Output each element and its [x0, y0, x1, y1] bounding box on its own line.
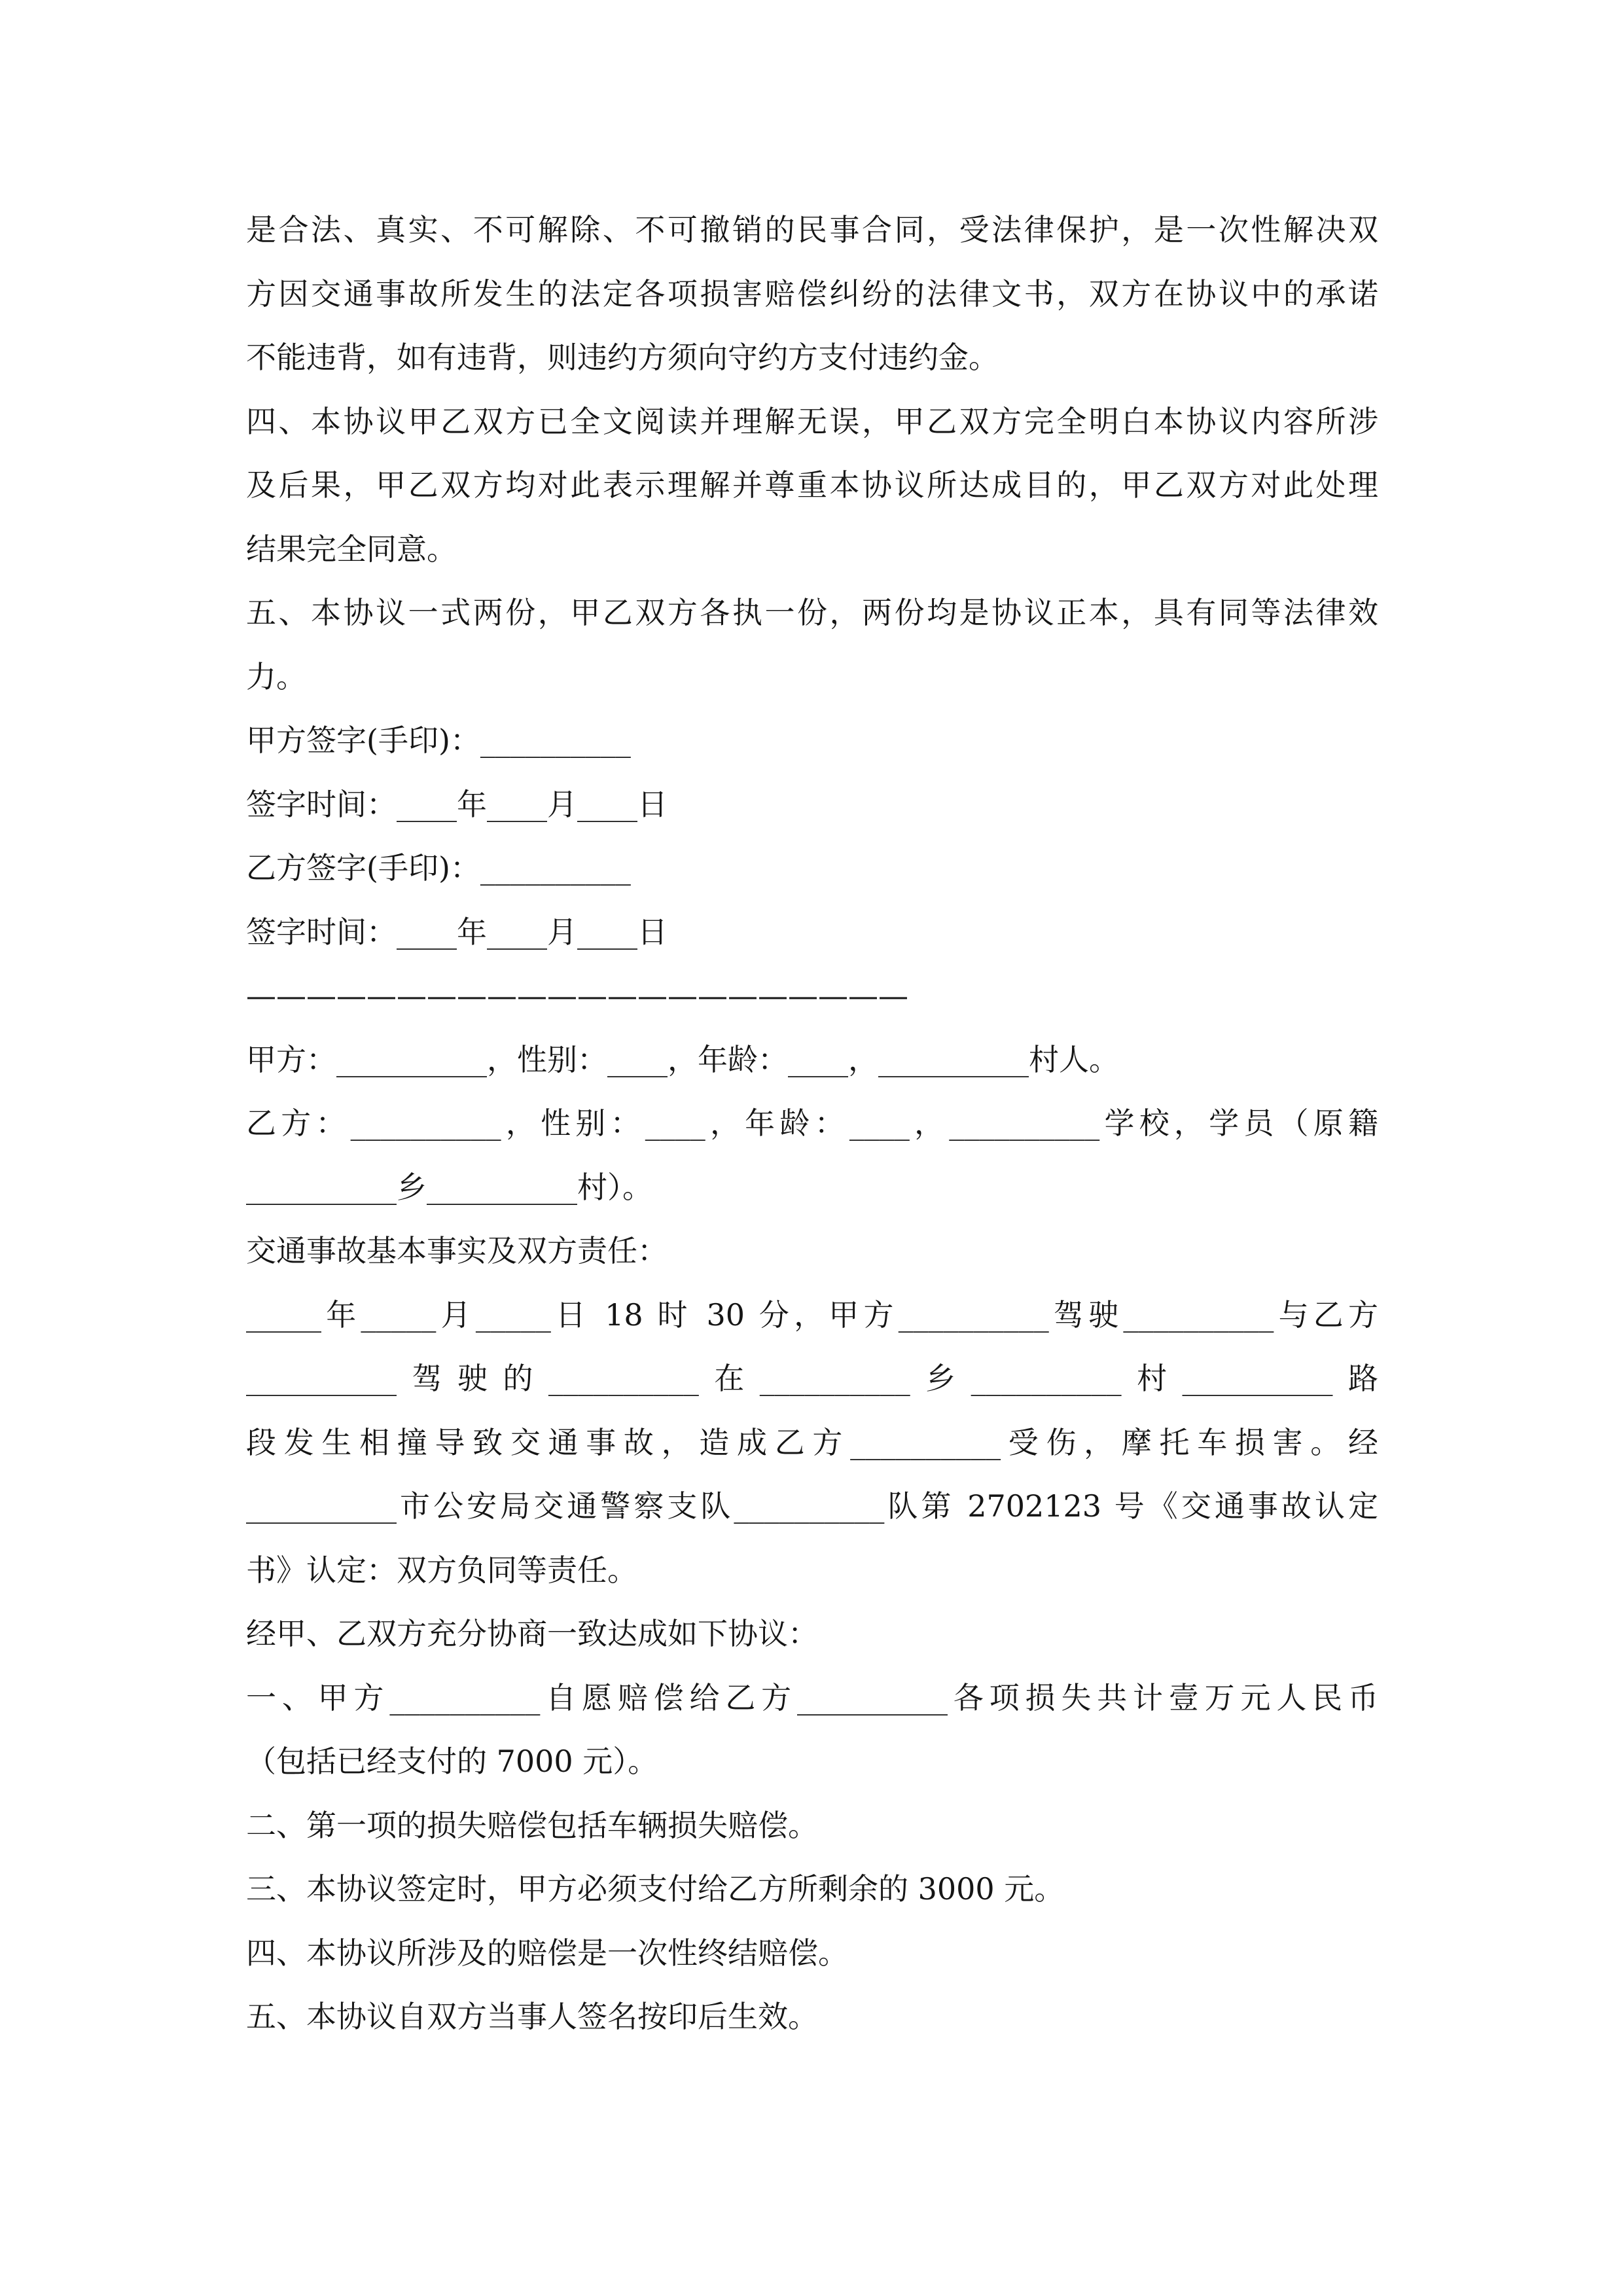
party-b-info-line: 乙方：__________，性别：____，年龄：____，__________学校，学员（原籍 [246, 1105, 1378, 1141]
agreement-item-1-cont: （包括已经支付的 7000 元）。 [246, 1744, 658, 1779]
text-line: 方因交通事故所发生的法定各项损害赔偿纠纷的法律文书，双方在协议中的承诺 [246, 276, 1378, 312]
clause-four-line: 四、本协议甲乙双方已全文阅读并理解无误，甲乙双方完全明白本协议内容所涉 [246, 403, 1378, 439]
agreement-item-2: 二、第一项的损失赔偿包括车辆损失赔偿。 [246, 1807, 818, 1843]
party-a-info-line: 甲方：__________，性别：____，年龄：____，__________村人。 [246, 1041, 1119, 1077]
agreement-item-3: 三、本协议签定时，甲方必须支付给乙方所剩余的 3000 元。 [246, 1871, 1065, 1907]
accident-facts-line: __________驾驶的__________在__________乡__________村__________路 [246, 1361, 1378, 1396]
accident-facts-line: 书》认定：双方负同等责任。 [246, 1552, 637, 1588]
party-a-sign-date-line: 签字时间：____年____月____日 [246, 786, 668, 822]
party-b-origin-line: __________乡__________村）。 [246, 1169, 652, 1205]
agreement-item-4: 四、本协议所涉及的赔偿是一次性终结赔偿。 [246, 1935, 848, 1971]
accident-facts-line: _____年_____月_____日 18 时 30 分，甲方__________驾驶__________与乙方 [246, 1297, 1378, 1333]
agreement-heading: 经甲、乙双方充分协商一致达成如下协议： [246, 1616, 818, 1651]
clause-five-line: 五、本协议一式两份，甲乙双方各执一份，两份均是协议正本，具有同等法律效 [246, 595, 1378, 630]
text-line: 力。 [246, 658, 306, 694]
text-line: 是合法、真实、不可解除、不可撤销的民事合同，受法律保护，是一次性解决双 [246, 212, 1378, 247]
document-body [246, 198, 1378, 2049]
text-line: 不能违背，如有违背，则违约方须向守约方支付违约金。 [246, 340, 999, 375]
accident-facts-line: __________市公安局交通警察支队__________队第 2702123 号《交通事故认定 [246, 1488, 1378, 1524]
agreement-item-1: 一、甲方__________自愿赔偿给乙方__________各项损失共计壹万元人民币 [246, 1679, 1378, 1715]
section-divider: —————————————————————— [246, 978, 908, 1013]
party-a-signature-line: 甲方签字(手印)：__________ [246, 723, 631, 758]
accident-facts-heading: 交通事故基本事实及双方责任： [246, 1233, 668, 1268]
party-b-sign-date-line: 签字时间：____年____月____日 [246, 914, 668, 950]
text-line: 及后果，甲乙双方均对此表示理解并尊重本协议所达成目的，甲乙双方对此处理 [246, 467, 1378, 503]
agreement-item-5: 五、本协议自双方当事人签名按印后生效。 [246, 1999, 818, 2034]
accident-facts-line: 段发生相撞导致交通事故，造成乙方__________受伤，摩托车损害。经 [246, 1424, 1378, 1460]
party-b-signature-line: 乙方签字(手印)：__________ [246, 850, 631, 886]
text-line: 结果完全同意。 [246, 531, 457, 567]
